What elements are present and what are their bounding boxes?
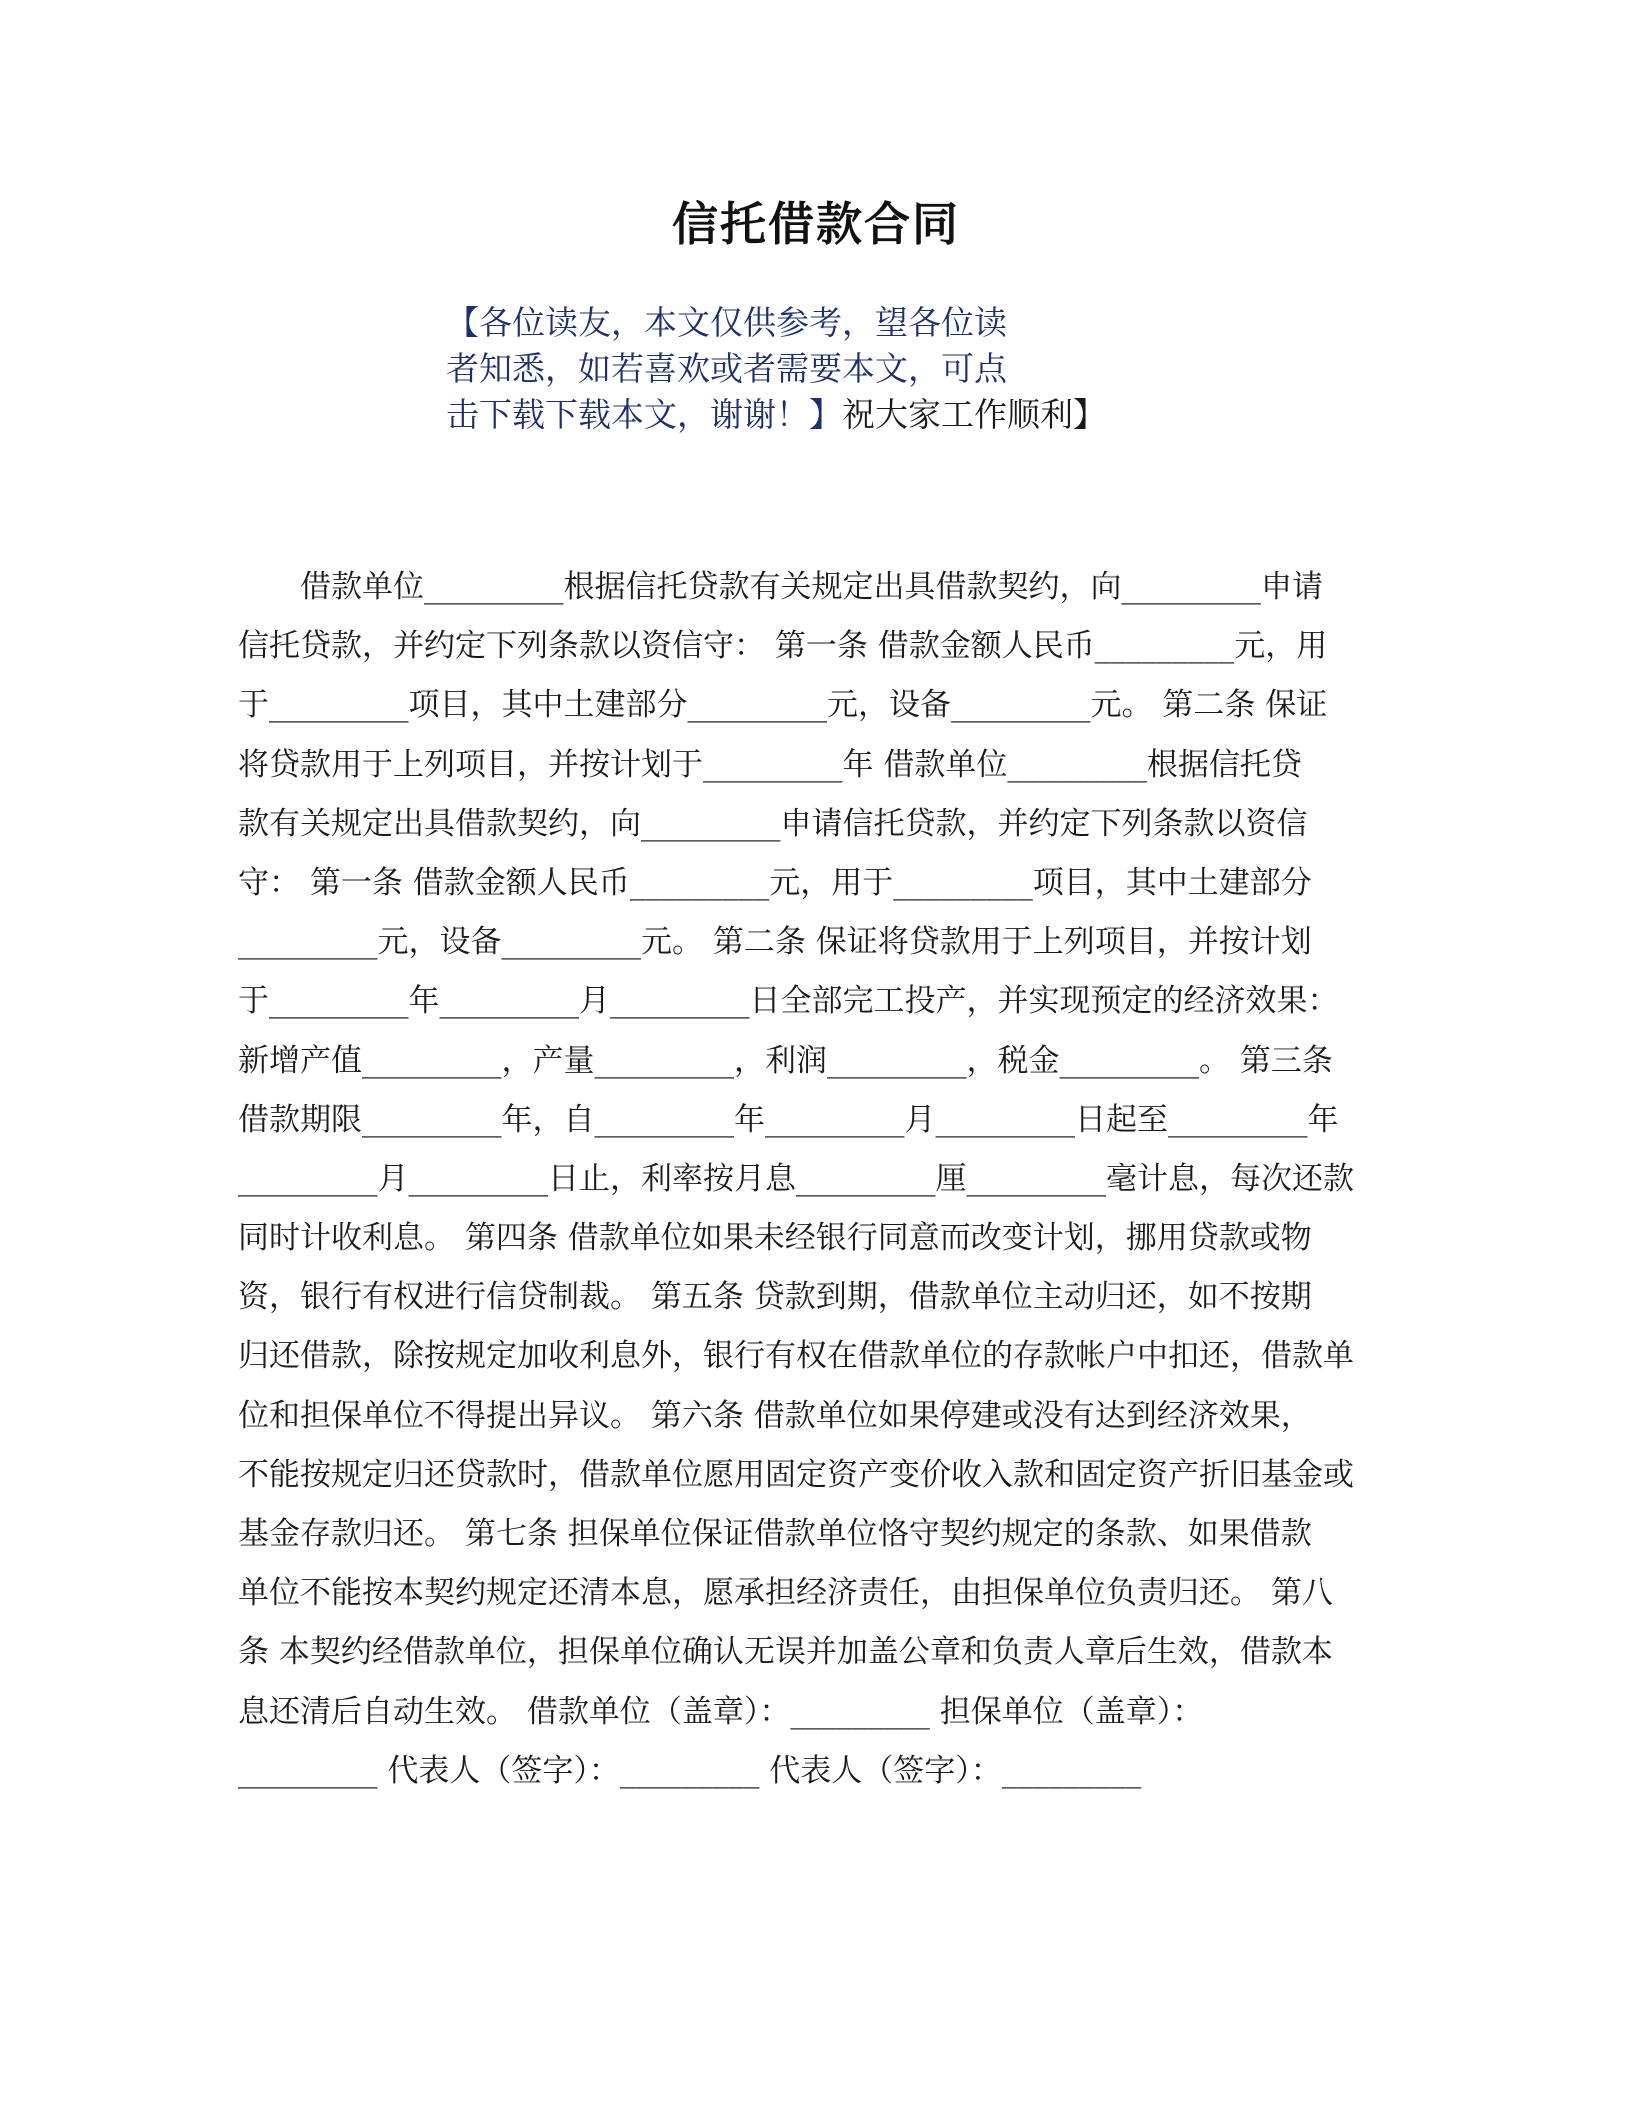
body-line: 款有关规定出具借款契约，向_________申请信托贷款，并约定下列条款以资信 — [238, 805, 1308, 842]
notice-line-1: 【各位读友，本文仅供参考，望各位读 — [446, 303, 1007, 342]
notice-line-3 — [446, 392, 1146, 438]
body-line: 资，银行有权进行信贷制裁。 第五条 贷款到期，借款单位主动归还，如不按期 — [238, 1279, 1312, 1316]
body-line: 新增产值_________，产量_________，利润_________，税金_________。 第三条 — [238, 1042, 1333, 1079]
body-line: 借款单位_________根据信托贷款有关规定出具借款契约，向_________申请 — [238, 569, 1323, 605]
body-line: 不能按规定归还贷款时，借款单位愿用固定资产变价收入款和固定资产折旧基金或 — [238, 1456, 1354, 1493]
reader-notice — [446, 300, 1146, 438]
body-line: 于_________年_________月_________日全部完工投产，并实现预定的经济效果： — [238, 983, 1339, 1020]
body-line: 借款期限_________年，自_________年_________月_________日起至_________年 — [238, 1101, 1339, 1138]
body-line: _________元，设备_________元。 第二条 保证将贷款用于上列项目，并按计划 — [238, 924, 1312, 961]
contract-body — [238, 558, 1384, 1801]
body-line: 同时计收利息。 第四条 借款单位如果未经银行同意而改变计划，挪用贷款或物 — [238, 1220, 1312, 1257]
notice-line-3-tail: 祝大家工作顺利】 — [842, 395, 1106, 434]
body-line: _________ 代表人（签字）：_________ 代表人（签字）：_________ — [238, 1752, 1142, 1789]
body-line: 归还借款，除按规定加收利息外，银行有权在借款单位的存款帐户中扣还，借款单 — [238, 1338, 1354, 1375]
notice-line-3-main: 击下载下载本文，谢谢！】 — [446, 395, 842, 434]
body-line: _________月_________日止，利率按月息_________厘_________毫计息，每次还款 — [238, 1160, 1354, 1197]
body-line: 将贷款用于上列项目，并按计划于_________年 借款单位_________根据信托贷 — [238, 746, 1302, 783]
body-line: 于_________项目，其中土建部分_________元，设备_________元。 第二条 保证 — [238, 687, 1328, 724]
body-line: 单位不能按本契约规定还清本息，愿承担经济责任，由担保单位负责归还。 第八 — [238, 1575, 1333, 1612]
body-line: 基金存款归还。 第七条 担保单位保证借款单位恪守契约规定的条款、如果借款 — [238, 1516, 1312, 1552]
notice-line-2: 者知悉，如若喜欢或者需要本文，可点 — [446, 349, 1007, 388]
document-title: 信托借款合同 — [672, 197, 960, 251]
body-line: 守： 第一条 借款金额人民币_________元，用于_________项目，其中土建部分 — [238, 864, 1312, 901]
body-line: 信托贷款，并约定下列条款以资信守： 第一条 借款金额人民币_________元，用 — [238, 628, 1328, 665]
body-line: 条 本契约经借款单位，担保单位确认无误并加盖公章和负责人章后生效，借款本 — [238, 1634, 1333, 1671]
body-line: 位和担保单位不得提出异议。 第六条 借款单位如果停建或没有达到经济效果， — [238, 1397, 1312, 1434]
body-line: 息还清后自动生效。 借款单位（盖章）：_________ 担保单位（盖章）： — [238, 1693, 1204, 1730]
